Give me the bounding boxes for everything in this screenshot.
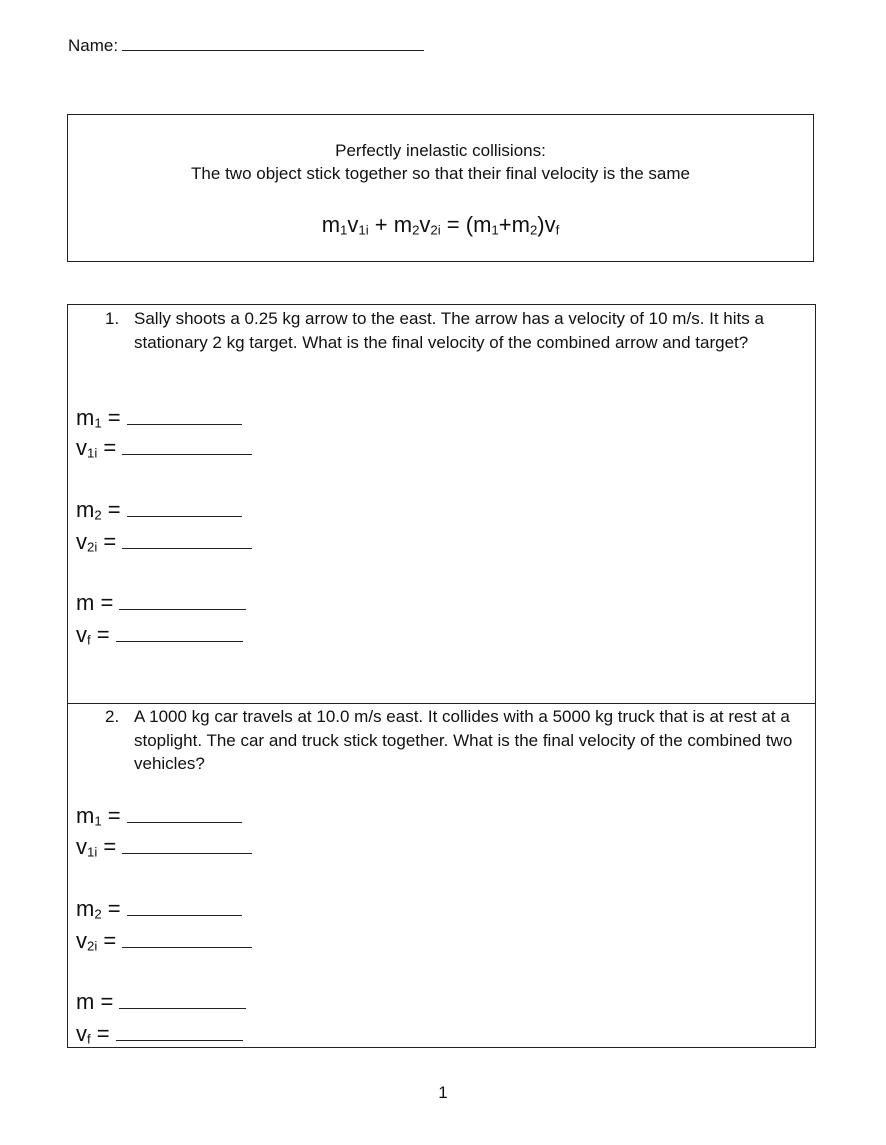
page-number: 1 [438, 1083, 448, 1102]
answer-blank[interactable] [119, 990, 246, 1009]
answer-line: $v_{1i}$ = [76, 435, 252, 467]
answer-line: $v_f$ = [76, 622, 243, 654]
answer-line: $m_1$ = [76, 803, 242, 835]
answer-blank[interactable] [122, 929, 252, 948]
answer-blank[interactable] [127, 897, 242, 916]
question-text: A 1000 kg car travels at 10.0 m/s east. It collides with a 5000 kg truck that is at rest at a stoplight. The car and truck stick together. What is the final velocity of the combined two vehicles? [134, 707, 793, 773]
answer-blank[interactable] [116, 623, 243, 642]
problem-1 [68, 305, 815, 704]
answer-blank[interactable] [116, 1022, 243, 1041]
info-description: The two object stick together so that their final velocity is the same [191, 164, 690, 183]
answer-line: $m_1$ = [76, 405, 242, 437]
answer-line: $m_2$ = [76, 497, 242, 529]
answer-line: $m_2$ = [76, 896, 242, 928]
answer-blank[interactable] [119, 591, 246, 610]
answer-blank[interactable] [127, 498, 242, 517]
answer-line: $v_{1i}$ = [76, 834, 252, 866]
answer-blank[interactable] [122, 530, 252, 549]
question-number: 2. [105, 707, 120, 726]
problem-2 [68, 703, 815, 1047]
name-label: Name: [68, 36, 119, 55]
answer-line: $v_{2i}$ = [76, 529, 252, 561]
question-text: Sally shoots a 0.25 kg arrow to the east. The arrow has a velocity of 10 m/s. It hits a stationary 2 kg target. What is the final velocity of the combined arrow and target? [134, 309, 764, 352]
question-1 [105, 307, 805, 354]
name-blank[interactable] [122, 36, 424, 51]
answer-blank[interactable] [127, 804, 242, 823]
answer-blank[interactable] [122, 835, 252, 854]
answer-line: m = [76, 590, 246, 622]
momentum-formula: $m_1v_{1i} + m_2v_{2i} = (m_1+m_2)v_f$ [321, 212, 560, 238]
info-title: Perfectly inelastic collisions: [335, 141, 546, 160]
answer-blank[interactable] [127, 406, 242, 425]
answer-line: m = [76, 989, 246, 1021]
answer-line: $v_f$ = [76, 1021, 243, 1053]
question-2 [105, 705, 805, 776]
name-field [68, 36, 424, 56]
answer-line: $v_{2i}$ = [76, 928, 252, 960]
info-box [67, 114, 814, 262]
question-number: 1. [105, 309, 120, 328]
answer-blank[interactable] [122, 436, 252, 455]
problems-table [67, 304, 816, 1048]
